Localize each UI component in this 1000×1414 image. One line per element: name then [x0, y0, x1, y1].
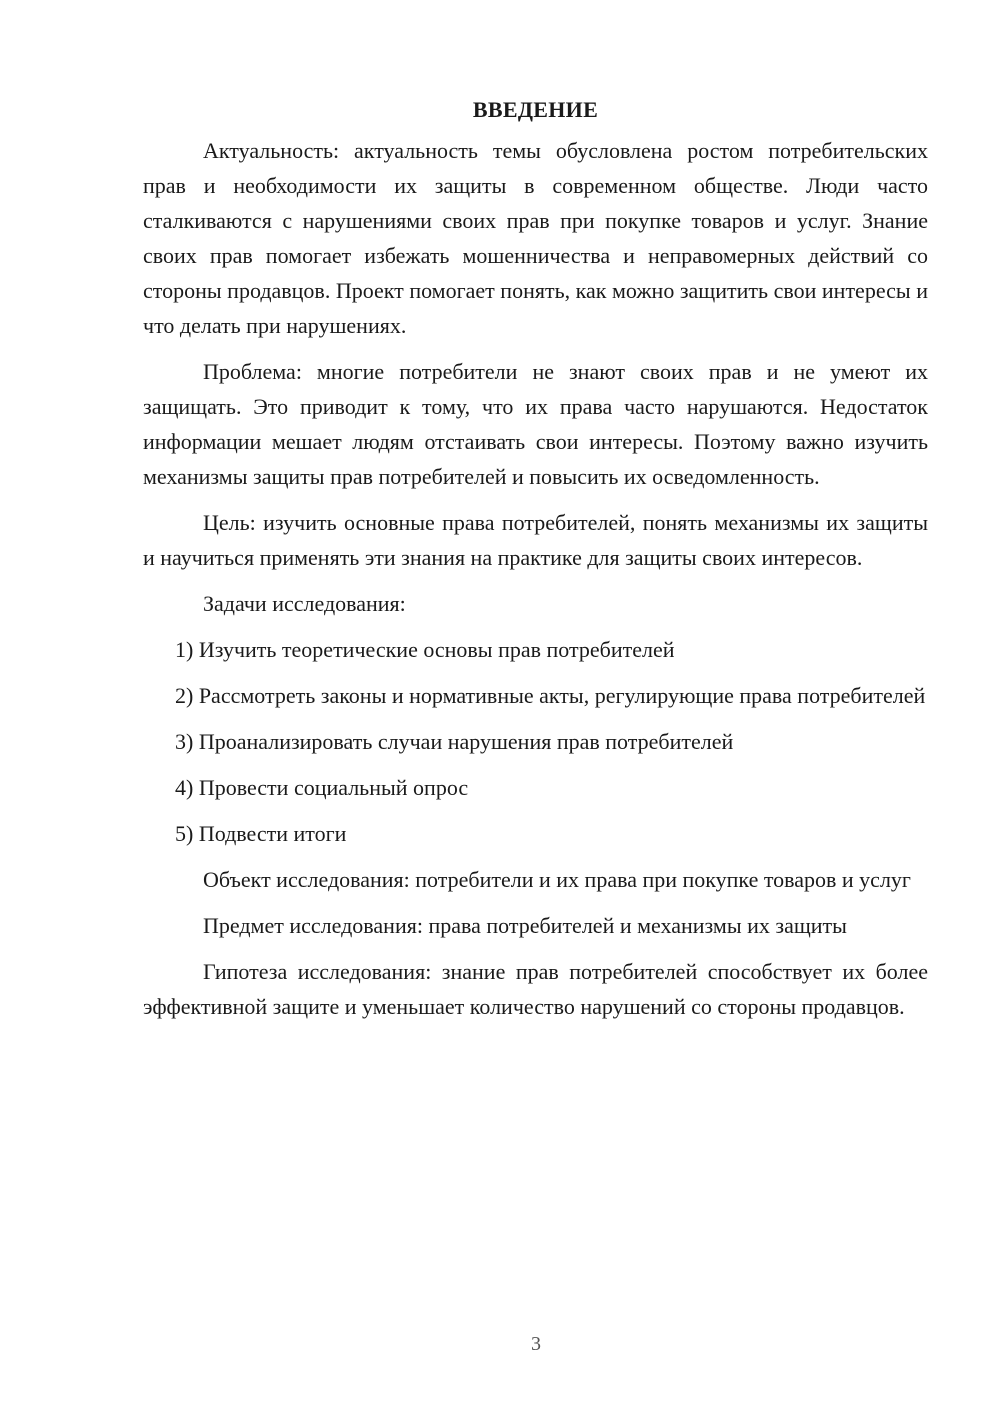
paragraph-goal: Цель: изучить основные права потребителей, понять механизмы их защиты и научиться применять эти знания на практике для защиты своих интересов.	[143, 510, 928, 570]
task-item-1: 1) Изучить теоретические основы прав потребителей	[175, 637, 675, 662]
document-page	[143, 92, 928, 1024]
paragraph-object: Объект исследования: потребители и их права при покупке товаров и услуг	[203, 867, 911, 892]
paragraph-relevance: Актуальность: актуальность темы обусловлена ростом потребительских прав и необходимости их защиты в современном обществе. Люди часто сталкиваются с нарушениями своих прав при покупке товаров и услуг. Знание своих прав помогает избежать мошенничества и неправомерных действий со стороны продавцов. Проект помогает понять, как можно защитить свои интересы и что делать при нарушениях.	[143, 138, 928, 338]
task-item-5: 5) Подвести итоги	[175, 821, 347, 846]
section-title: ВВЕДЕНИЕ	[472, 97, 599, 122]
task-item-3: 3) Проанализировать случаи нарушения прав потребителей	[175, 729, 734, 754]
task-item-2: 2) Рассмотреть законы и нормативные акты, регулирующие права потребителей	[175, 683, 926, 708]
task-item-4: 4) Провести социальный опрос	[175, 775, 469, 800]
page-number: 3	[531, 1333, 541, 1355]
paragraph-problem: Проблема: многие потребители не знают своих прав и не умеют их защищать. Это приводит к тому, что их права часто нарушаются. Недостаток информации мешает людям отстаивать свои интересы. Поэтому важно изучить механизмы защиты прав потребителей и повысить их осведомленность.	[143, 359, 928, 489]
tasks-heading: Задачи исследования:	[203, 591, 406, 616]
paragraph-hypothesis: Гипотеза исследования: знание прав потребителей способствует их более эффективной защите и уменьшает количество нарушений со стороны продавцов.	[143, 959, 928, 1019]
paragraph-subject: Предмет исследования: права потребителей и механизмы их защиты	[203, 913, 847, 938]
